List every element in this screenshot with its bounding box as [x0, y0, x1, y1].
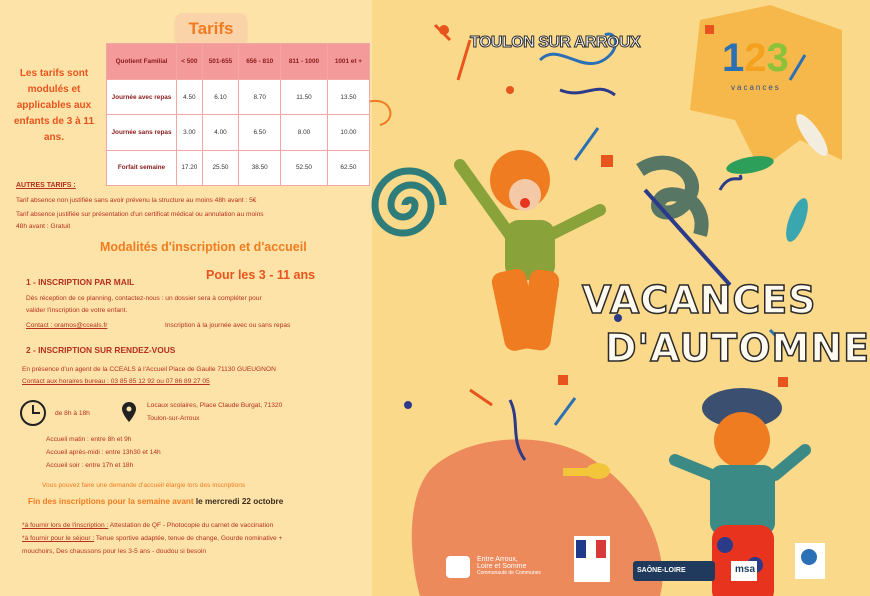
header-cell: 656 - 810: [239, 44, 281, 80]
table-cell: 8.00: [281, 115, 328, 150]
demande-elargie: Vous pouvez faire une demande d'accueil élargie lors des inscriptions: [42, 482, 246, 489]
accueil-matin: Accueil matin : entre 8h et 9h: [46, 436, 132, 443]
partner-cceals-line-3: Communauté de Communes: [477, 570, 541, 576]
clock-icon: [20, 400, 46, 426]
row-label: Forfait semaine: [107, 150, 177, 185]
accueil-apres-midi: Accueil après-midi : entre 13h30 et 14h: [46, 449, 161, 456]
fin-inscriptions: [28, 497, 283, 506]
fournir-sejour-cont: mouchoirs, Des chaussons pour les 3-5 ans - doudou si besoin: [22, 548, 206, 555]
table-cell: 4.00: [202, 115, 239, 150]
mail-line-2: valider l'inscription de votre enfant.: [26, 307, 128, 314]
mail-note: Inscription à la journée avec ou sans repas: [165, 322, 291, 329]
fournir-sejour: [22, 533, 282, 544]
table-row: [107, 150, 370, 185]
location-pin-icon: [122, 402, 136, 422]
address-line-1: Locaux scolaires, Place Claude Burgat, 71320: [147, 402, 283, 409]
table-cell: 4.50: [177, 80, 203, 115]
teal-spiral: [375, 171, 443, 233]
table-row: [107, 80, 370, 115]
table-cell: 13.50: [327, 80, 369, 115]
table-cell: 25.50: [202, 150, 239, 185]
header-cell: < 500: [177, 44, 203, 80]
autres-tarifs-label: AUTRES TARIFS :: [16, 182, 76, 189]
table-cell: 8.70: [239, 80, 281, 115]
header-cell: 501-655: [202, 44, 239, 80]
section-rdv-title: 2 - INSCRIPTION SUR RENDEZ-VOUS: [26, 345, 176, 355]
partner-cceals: [477, 556, 541, 576]
modalites-title: Modalités d'inscription et d'accueil: [100, 240, 307, 254]
row-label: Journée sans repas: [107, 115, 177, 150]
autres-line-1: Tarif absence non justifiée sans avoir prévenu la structure au moins 48h avant : 5€: [16, 197, 257, 204]
fournir-inscription-label: *à fournir lors de l'inscription :: [22, 522, 109, 529]
table-header-row: [107, 44, 370, 80]
rdv-contact[interactable]: Contact aux horaires bureau : 03 85 85 12 92 ou 07 86 89 27 05: [22, 378, 210, 385]
accueil-soir: Accueil soir : entre 17h et 18h: [46, 462, 134, 469]
partner-saone-loire: SAÔNE-LOIRE: [637, 567, 686, 574]
autres-line-2: Tarif absence justifiée sur présentation d'un certificat médical ou annulation au moins: [16, 211, 264, 218]
tarifs-intro: Les tarifs sont modulés et applicables aux enfants de 3 à 11 ans.: [13, 68, 95, 143]
fin-inscriptions-date: le mercredi 22 octobre: [195, 497, 284, 506]
vacances-logo-sub: vacances: [731, 83, 781, 92]
section-mail-title: 1 - INSCRIPTION PAR MAIL: [26, 277, 135, 287]
partner-cceals-line-2: Loire et Somme: [477, 563, 527, 570]
partner-cceals-line-1: Entre Arroux,: [477, 556, 518, 563]
fournir-sejour-text: Tenue sportive adaptée, tenue de change, Gourde nominative +: [94, 535, 283, 542]
mail-contact-link[interactable]: Contact : oramos@cceals.fr: [26, 322, 108, 329]
tarifs-table: [106, 43, 370, 186]
partner-msa: msa: [735, 564, 756, 575]
table-cell: 17.20: [177, 150, 203, 185]
logo-digit-3: 3: [766, 36, 789, 80]
fournir-inscription-text: Attestation de QF - Photocopie du carnet de vaccination: [108, 522, 274, 529]
main-title-line-2: D'AUTOMNE: [605, 326, 870, 370]
table-cell: 10.00: [327, 115, 369, 150]
vacances-123-logo: [722, 36, 789, 81]
header-cell: 1001 et +: [327, 44, 369, 80]
table-cell: 62.50: [327, 150, 369, 185]
fournir-inscription: [22, 520, 273, 531]
dark-scribble: [640, 163, 702, 235]
rdv-line-1: En présence d'un agent de la CCEALS à l'Accueil Place de Gaulle 71130 GUEUGNON: [22, 366, 276, 373]
town-name: TOULON SUR ARROUX: [470, 34, 641, 51]
main-title-line-1: VACANCES: [582, 278, 817, 322]
table-cell: 6.10: [202, 80, 239, 115]
header-cell: 811 - 1000: [281, 44, 328, 80]
fournir-sejour-label: *à fournir pour le séjour :: [22, 535, 95, 542]
fin-inscriptions-text: Fin des inscriptions pour la semaine avant: [28, 497, 196, 506]
age-range: Pour les 3 - 11 ans: [206, 268, 316, 282]
clown-illustration: [460, 150, 600, 353]
logo-digit-2: 2: [744, 36, 767, 80]
table-cell: 11.50: [281, 80, 328, 115]
table-cell: 52.50: [281, 150, 328, 185]
header-cell: Quotient Familial: [107, 44, 177, 80]
table-cell: 6.50: [239, 115, 281, 150]
autres-line-3: 48h avant : Gratuit: [16, 223, 71, 230]
table-row: [107, 115, 370, 150]
logo-digit-1: 1: [722, 36, 745, 80]
mail-line-1: Dès réception de ce planning, contactez-nous : un dossier sera à compléter pour: [26, 295, 262, 302]
address-line-2: Toulon-sur-Arroux: [147, 415, 200, 422]
table-cell: 38.50: [239, 150, 281, 185]
row-label: Journée avec repas: [107, 80, 177, 115]
table-cell: 3.00: [177, 115, 203, 150]
tarifs-title: Tarifs: [175, 13, 247, 45]
hours-text: de 8h à 18h: [55, 410, 90, 417]
